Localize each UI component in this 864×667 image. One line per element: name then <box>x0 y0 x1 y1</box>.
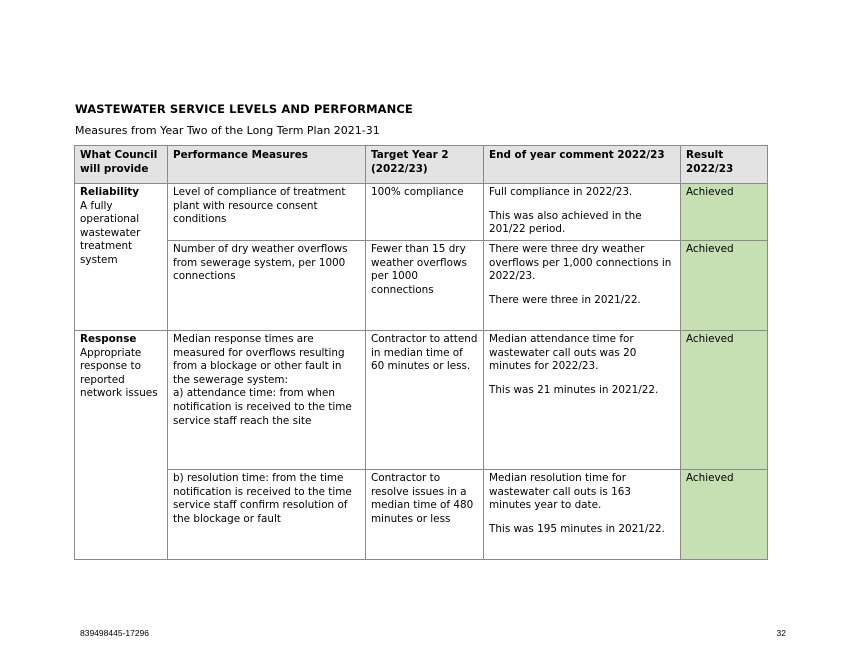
comment-text: There were three in 2021/22. <box>489 293 641 306</box>
comment-text: This was 21 minutes in 2021/22. <box>489 383 659 396</box>
target-cell: Contractor to resolve issues in a median time of 480 minutes or less <box>366 470 484 560</box>
group-description: A fully operational wastewater treatment system <box>80 199 141 266</box>
comment-text: Median attendance time for wastewater call outs was 20 minutes for 2022/23. <box>489 333 637 373</box>
measure-cell: Number of dry weather overflows from sewerage system, per 1000 connections <box>168 241 366 331</box>
header-what-council: What Council will provide <box>75 146 168 184</box>
table-row <box>75 470 768 560</box>
page-title: WASTEWATER SERVICE LEVELS AND PERFORMANCE <box>75 102 413 116</box>
result-cell: Achieved <box>681 331 768 470</box>
result-cell: Achieved <box>681 241 768 331</box>
header-comment: End of year comment 2022/23 <box>484 146 681 184</box>
page-number: 32 <box>776 628 786 638</box>
table-row <box>75 184 768 241</box>
comment-text: This was also achieved in the 201/22 period. <box>489 209 642 236</box>
table-row <box>75 241 768 331</box>
result-cell: Achieved <box>681 470 768 560</box>
header-performance-measures: Performance Measures <box>168 146 366 184</box>
result-cell: Achieved <box>681 184 768 241</box>
target-cell: 100% compliance <box>366 184 484 241</box>
measure-cell <box>168 331 366 470</box>
header-target: Target Year 2 (2022/23) <box>366 146 484 184</box>
target-cell: Fewer than 15 dry weather overflows per 1000 connections <box>366 241 484 331</box>
comment-text: This was 195 minutes in 2021/22. <box>489 522 665 535</box>
page-subtitle: Measures from Year Two of the Long Term Plan 2021-31 <box>75 124 380 137</box>
group-heading: Response <box>80 333 137 345</box>
target-cell: Contractor to attend in median time of 60 minutes or less. <box>366 331 484 470</box>
group-cell-response <box>75 331 168 560</box>
comment-text: Full compliance in 2022/23. <box>489 186 633 198</box>
comment-text: Median resolution time for wastewater call outs is 163 minutes year to date. <box>489 472 631 512</box>
group-heading: Reliability <box>80 186 140 198</box>
comment-cell <box>484 184 681 241</box>
comment-cell <box>484 241 681 331</box>
table-header-row <box>75 146 768 184</box>
measure-cell: b) resolution time: from the time notification is received to the time service staff confirm resolution of the blockage or fault <box>168 470 366 560</box>
comment-cell <box>484 470 681 560</box>
comment-text: There were three dry weather overflows per 1,000 connections in 2022/23. <box>489 243 672 283</box>
document-id: 839498445-17296 <box>80 628 150 638</box>
comment-cell <box>484 331 681 470</box>
header-result: Result 2022/23 <box>681 146 768 184</box>
measure-text: Median response times are measured for overflows resulting from a blockage or other fault in the sewerage system: <box>173 333 345 386</box>
measure-cell: Level of compliance of treatment plant with resource consent conditions <box>168 184 366 241</box>
group-description: Appropriate response to reported network issues <box>80 346 158 400</box>
group-cell-reliability <box>75 184 168 331</box>
table-row <box>75 331 768 470</box>
service-levels-table <box>74 145 768 560</box>
measure-text: a) attendance time: from when notification is received to the time service staff reach the site <box>173 387 352 427</box>
